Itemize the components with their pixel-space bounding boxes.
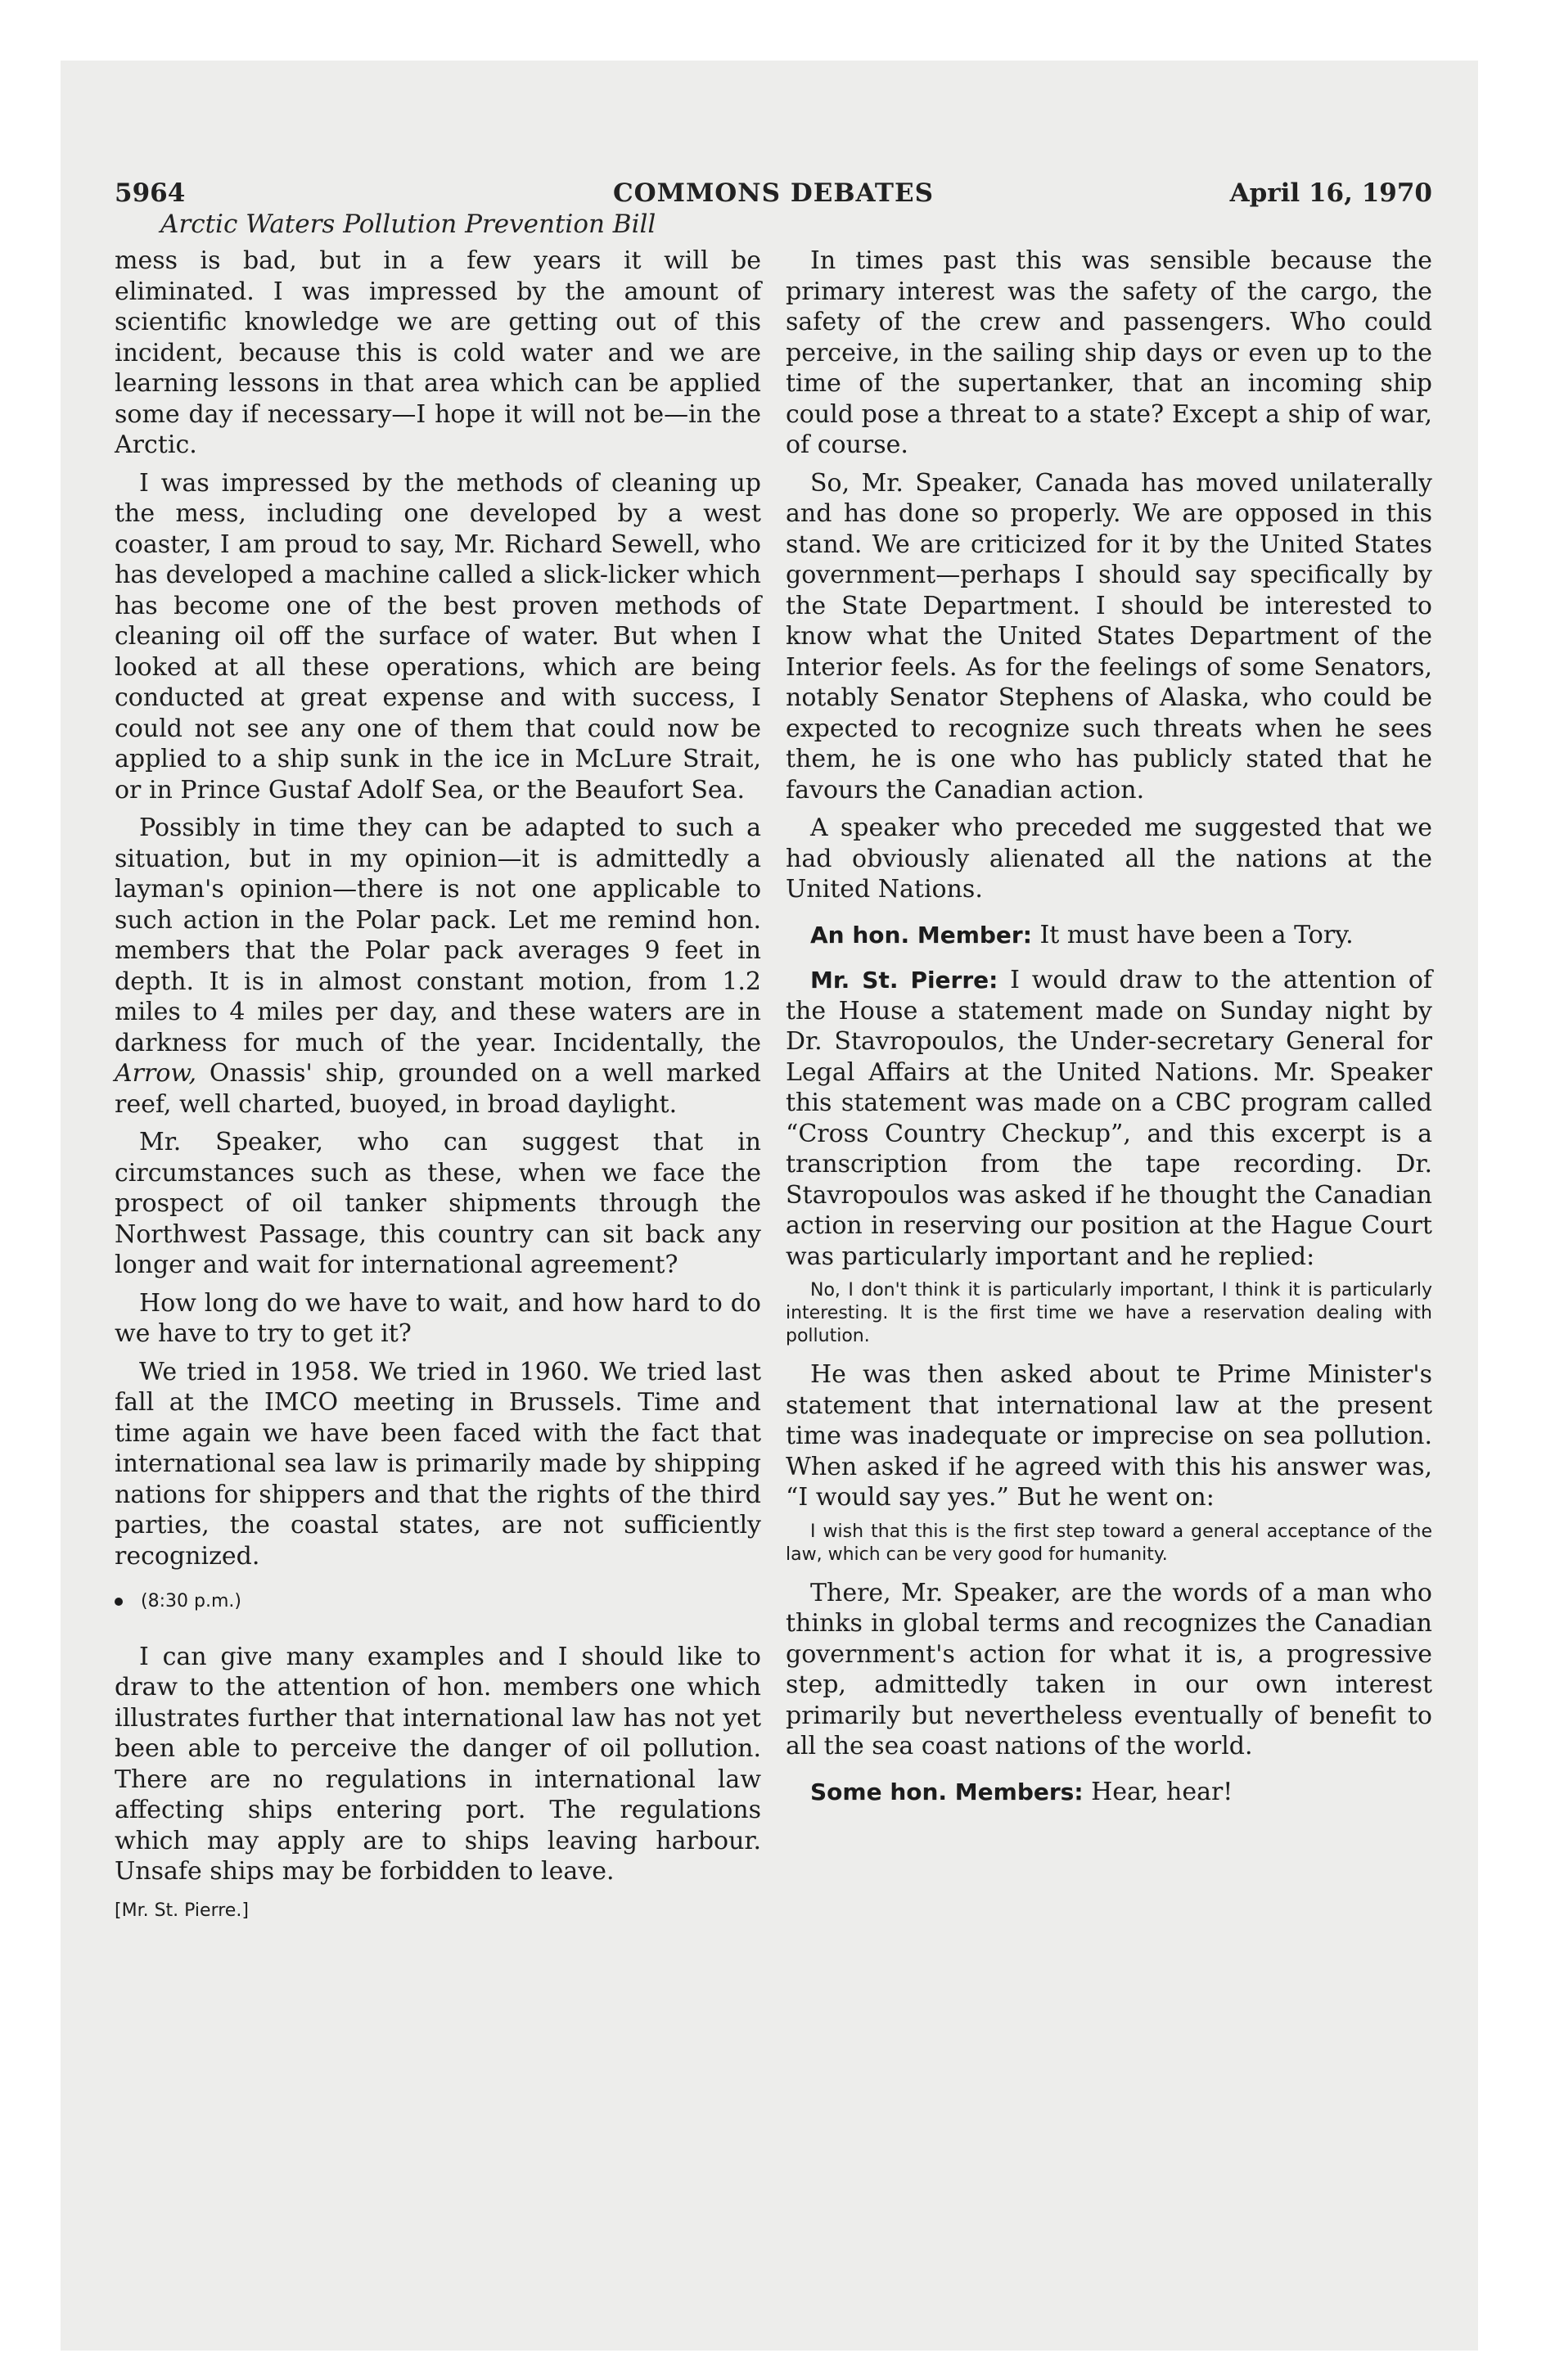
paragraph: In times past this was sensible because the primary interest was the safety of the cargo, the safety of the crew and passengers. Who could perceive, in the sailing ship days or even up to the time of the supertanker, that an incoming ship could pose a threat to a state? Except a ship of war, of course. — [786, 246, 1432, 459]
speaker-name: Mr. St. Pierre: — [810, 967, 998, 994]
paragraph-text: Onassis' ship, grounded on a well marked reef, well charted, buoyed, in broad daylight. — [115, 1059, 761, 1119]
speech — [786, 965, 1432, 1272]
page-number: 5964 — [115, 178, 186, 208]
speaker-attribution: [Mr. St. Pierre.] — [115, 1900, 249, 1921]
paragraph: A speaker who preceded me suggested that we had obviously alienated all the nations at the United Nations. — [786, 814, 1432, 904]
paragraph-text: Possibly in time they can be adapted to such a situation, but in my opinion—it is admittedly a layman's opinion—there is not one applicable to such action in the Polar pack. Let me remind hon. members that the Polar pack averages 9 feet in depth. It is in almost constant motion, from 1.2 miles to 4 miles per day, and these waters are in darkness for much of the year. Incidentally, the — [115, 814, 761, 1057]
speaker-name: An hon. Member: — [810, 921, 1032, 949]
bullet-icon — [115, 1598, 123, 1606]
paragraph: He was then asked about te Prime Minister's statement that international law at the present time was inadequate or imprecise on sea pollution. When asked if he agreed with this his answer was, “I would say yes.” But he went on: — [786, 1360, 1432, 1512]
paragraph: Mr. Speaker, who can suggest that in circumstances such as these, when we face the prospect of oil tanker shipments through the Northwest Passage, this country can sit back any longer and wait for international agreement? — [115, 1128, 761, 1279]
speech-text: I would draw to the attention of the House a statement made on Sunday night by Dr. Stavropoulos, the Under-secretary General for Legal Affairs at the United Nations. Mr. Speaker this statement was made on a CBC program called “Cross Country Checkup”, and this excerpt is a transcription from the tape recording. Dr. Stavropoulos was asked if he thought the Canadian action in reserving our position at the Hague Court was particularly important and he replied: — [786, 966, 1432, 1271]
speech — [786, 1777, 1432, 1808]
time-marker — [115, 1586, 761, 1617]
paragraph: mess is bad, but in a few years it will be eliminated. I was impressed by the amount of scientific knowledge we are getting out of this incident, because this is cold water and we are learning lessons in that area which can be applied some day if necessary—I hope it will not be—in the Arctic. — [115, 246, 761, 459]
speech — [786, 920, 1432, 951]
ship-name: Arrow, — [115, 1059, 197, 1088]
paragraph: So, Mr. Speaker, Canada has moved unilaterally and has done so properly. We are opposed in this stand. We are criticized for it by the United States government—perhaps I should say specifically by the State Department. I should be interested to know what the United States Department of the Interior feels. As for the feelings of some Senators, notably Senator Stephens of Alaska, who could be expected to recognize such threats when he sees them, he is one who has publicly stated that he favours the Canadian action. — [786, 468, 1432, 805]
speech-text: Hear, hear! — [1083, 1777, 1233, 1806]
paragraph: We tried in 1958. We tried in 1960. We tried last fall at the IMCO meeting in Brussels. Time and time again we have been faced with the fact that international sea law is primarily made by shipping nations for shippers and that the rights of the third parties, the coastal states, are not sufficiently recognized. — [115, 1357, 761, 1571]
paragraph: I can give many examples and I should like to draw to the attention of hon. members one which illustrates further that international law has not yet been able to perceive the danger of oil pollution. There are no regulations in international law affecting ships entering port. The regulations which may apply are to ships leaving harbour. Unsafe ships may be forbidden to leave. — [115, 1642, 761, 1886]
paragraph — [115, 813, 761, 1120]
paragraph: I was impressed by the methods of cleaning up the mess, including one developed by a west coaster, I am proud to say, Mr. Richard Sewell, who has developed a machine called a slick-licker which has become one of the best proven methods of cleaning oil off the surface of water. But when I looked at all these operations, which are being conducted at great expense and with success, I could not see any one of them that could now be applied to a ship sunk in the ice in McLure Strait, or in Prince Gustaf Adolf Sea, or the Beaufort Sea. — [115, 468, 761, 805]
bill-subheading: Arctic Waters Pollution Prevention Bill — [160, 210, 656, 239]
paragraph: There, Mr. Speaker, are the words of a man who thinks in global terms and recognizes the Canadian government's action for what it is, a progressive step, admittedly taken in our own interest primarily but nevertheless eventually of benefit to all the sea coast nations of the world. — [786, 1578, 1432, 1760]
right-column — [786, 246, 1432, 1814]
time-text: (8:30 p.m.) — [141, 1591, 241, 1611]
left-column — [115, 246, 761, 1926]
paragraph: How long do we have to wait, and how hard to do we have to try to get it? — [115, 1288, 761, 1348]
issue-date: April 16, 1970 — [1229, 178, 1432, 208]
speaker-name: Some hon. Members: — [810, 1778, 1084, 1805]
block-quote: No, I don't think it is particularly important, I think it is particularly interesting. It is the first time we have a reservation dealing with pollution. — [786, 1280, 1432, 1346]
speech-text: It must have been a Tory. — [1031, 920, 1354, 949]
block-quote: I wish that this is the first step toward a general acceptance of the law, which can be very good for humanity. — [786, 1521, 1432, 1565]
publication-title: COMMONS DEBATES — [613, 178, 934, 208]
page-header — [115, 178, 1432, 211]
